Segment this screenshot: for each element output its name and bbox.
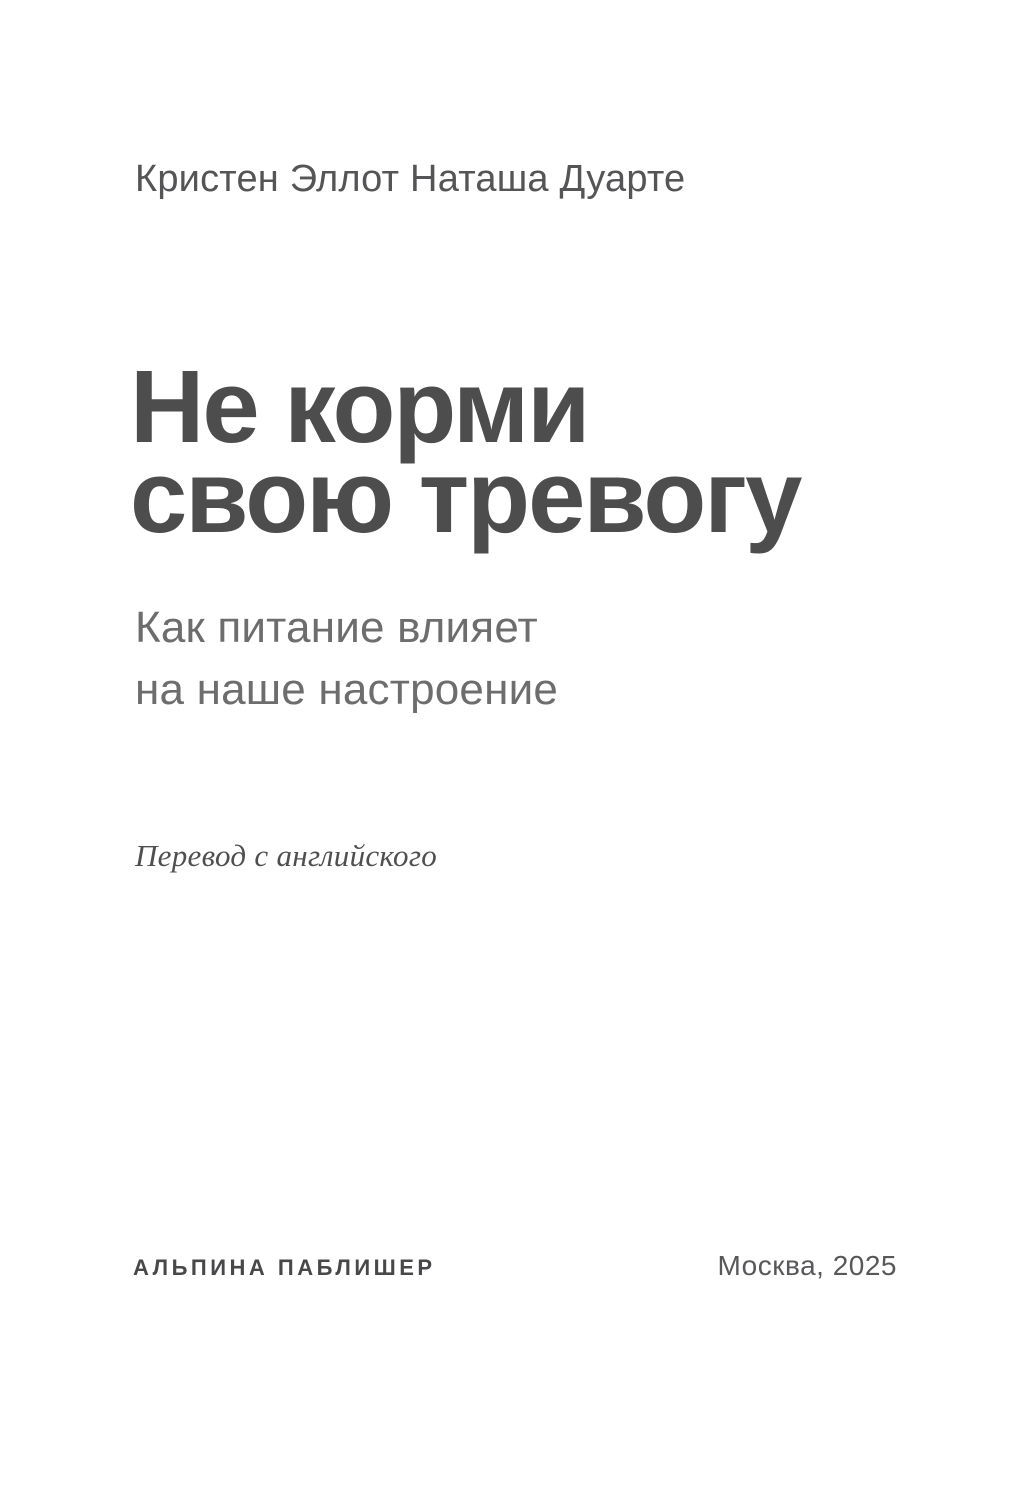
- translation-note: Перевод с английского: [135, 838, 438, 873]
- book-title-line-2: свою тревогу: [130, 439, 801, 554]
- book-title: [130, 349, 801, 554]
- book-subtitle: [135, 597, 558, 721]
- authors-block: [135, 158, 685, 200]
- book-title-line-1: Не корми: [130, 349, 589, 464]
- publisher-logo: АЛЬПИНА ПАБЛИШЕР: [133, 1255, 436, 1280]
- imprint-city-year: Москва, 2025: [717, 1250, 897, 1281]
- book-subtitle-line-1: Как питание влияет: [135, 603, 538, 652]
- imprint-row: [133, 1250, 897, 1282]
- book-subtitle-line-2: на наше настроение: [135, 665, 559, 714]
- author-name-1: Кристен Эллот: [135, 158, 400, 200]
- author-name-2: Наташа Дуарте: [410, 158, 686, 200]
